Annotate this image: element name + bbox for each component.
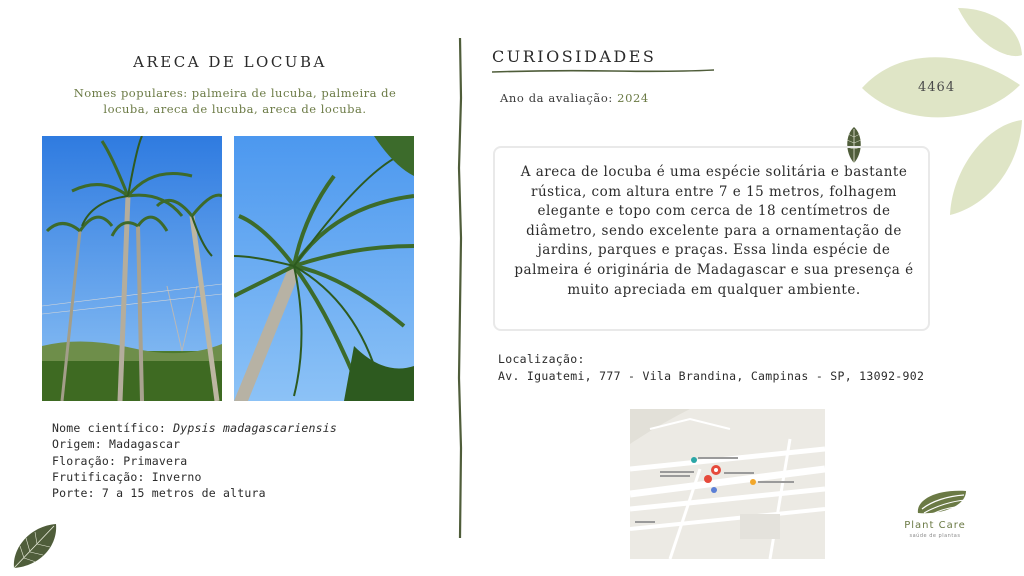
plant-facts [52, 420, 337, 501]
flowering-row: Floração: Primavera [52, 453, 188, 468]
heading-underline [492, 68, 714, 74]
plant-id-badge: 4464 [918, 80, 956, 95]
plant-care-logo-icon [914, 487, 970, 517]
plant-title: ARECA DE LOCUBA [133, 53, 327, 71]
description-text: A areca de locuba é uma espécie solitária e bastante rústica, com altura entre 7 e 15 metros, folhagem elegante e topo com cerca de 18 centímetros de diâmetro, sendo excelente para a ornamentação de jardins, parques e praças. Essa linda espécie de palmeira é originária de Madagascar e sua presença é muito apreciada em qualquer ambiente. [514, 164, 914, 298]
brand-name: Plant Care [904, 520, 966, 531]
size-row: Porte: 7 a 15 metros de altura [52, 486, 266, 501]
palm-photo-1 [42, 136, 222, 401]
fruiting-row: Frutificação: Inverno [52, 469, 202, 484]
palm-photo-2 [234, 136, 414, 401]
scientific-name-value: Dypsis madagascariensis [173, 421, 337, 435]
evaluation-year [500, 91, 649, 105]
scientific-name-label: Nome científico: [52, 421, 166, 435]
location-address: Av. Iguatemi, 777 - Vila Brandina, Campinas - SP, 13092-902 [498, 369, 925, 383]
curiosities-heading: CURIOSIDADES [492, 47, 657, 66]
origin-row: Origem: Madagascar [52, 437, 181, 452]
leaf-icon-bottom-left [10, 522, 60, 570]
column-divider [456, 38, 464, 538]
year-label: Ano da avaliação: [500, 91, 613, 105]
popular-names: Nomes populares: palmeira de lucuba, palmeira de locuba, areca de lucuba, areca de locuba. [73, 86, 397, 116]
location-label: Localização: [498, 352, 585, 366]
scientific-name-row [52, 420, 337, 436]
year-value: 2024 [617, 91, 649, 105]
location-map[interactable] [630, 409, 825, 559]
brand-tagline: saúde de plantas [909, 533, 961, 539]
